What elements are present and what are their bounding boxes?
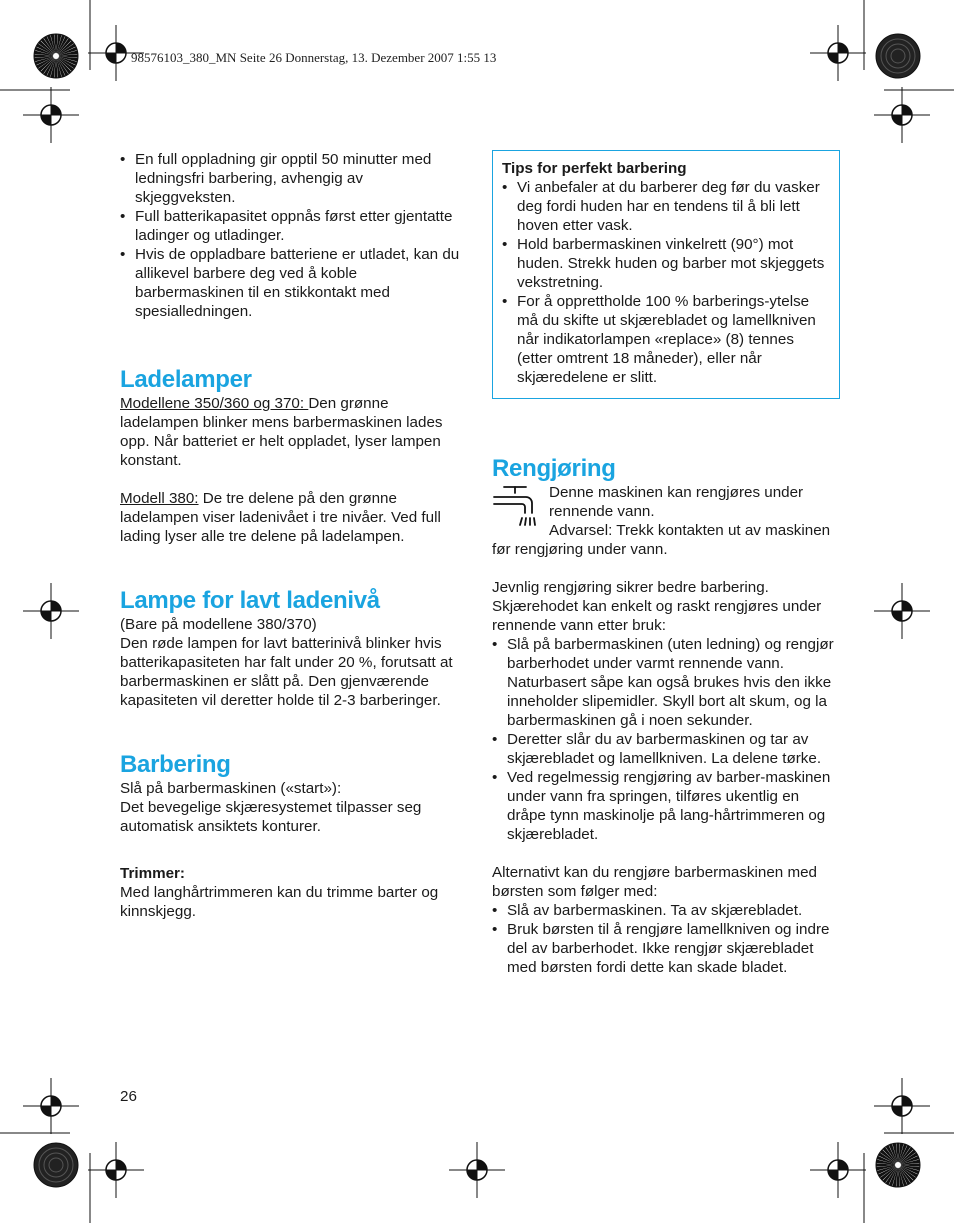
heading-ladelamper: Ladelamper bbox=[120, 366, 252, 393]
model-label: Modellene 350/360 og 370: bbox=[120, 395, 309, 412]
rengjoring-paragraph-2: Alternativt kan du rengjøre barbermaskinen med børsten som følger med: bbox=[492, 864, 818, 900]
list-item: • Vi anbefaler at du barberer deg før du vasker deg fordi huden har en tendens til å bli lett hoven etter vask. bbox=[502, 178, 829, 235]
list-item: • Ved regelmessig rengjøring av barber-maskinen under vann fra springen, tilføres ukentlig en dråpe tynn maskinolje på lang-hårtrimmeren og skjærebladet. bbox=[492, 768, 840, 844]
paragraph-text: Den grønne ladelampen blinker mens barbermaskinen lades opp. Når batteriet er helt oppladet, lyser lampen konstant. bbox=[120, 395, 443, 469]
rengjoring-warning: Advarsel: Trekk kontakten ut av maskinen før rengjøring under vann. bbox=[492, 522, 831, 558]
heading-barbering: Barbering bbox=[120, 751, 231, 778]
ladelamper-paragraph-1 bbox=[120, 394, 465, 470]
lampe-note: (Bare på modellene 380/370) bbox=[120, 616, 317, 633]
print-header: 98576103_380_MN Seite 26 Donnerstag, 13. Dezember 2007 1:55 13 bbox=[131, 50, 497, 65]
rengjoring-list-1 bbox=[492, 635, 840, 844]
rengjoring-paragraph-1: Jevnlig rengjøring sikrer bedre barbering. Skjærehodet kan enkelt og raskt rengjøres under rennende vann etter bruk: bbox=[492, 579, 822, 634]
heading-rengjoring: Rengjøring bbox=[492, 455, 616, 482]
list-item: • Full batterikapasitet oppnås først etter gjentatte ladinger og utladinger. bbox=[120, 207, 465, 245]
tips-list bbox=[502, 178, 829, 387]
barbering-line-2: Det bevegelige skjæresystemet tilpasser seg automatisk ansiktets konturer. bbox=[120, 799, 422, 835]
heading-lampe-lavt-ladeniva: Lampe for lavt ladenivå bbox=[120, 587, 380, 614]
list-item: • En full oppladning gir opptil 50 minutter med ledningsfri barbering, avhengig av skjeggveksten. bbox=[120, 150, 465, 207]
page-number: 26 bbox=[120, 1088, 137, 1105]
list-item: • Hold barbermaskinen vinkelrett (90°) mot huden. Strekk huden og barber mot skjeggets vekstretning. bbox=[502, 235, 829, 292]
intro-bullet-list bbox=[120, 150, 465, 321]
list-item: • Slå på barbermaskinen (uten ledning) og rengjør barberhodet under varmt rennende vann. Naturbasert såpe kan også brukes hvis den ikke inneholder slipemidler. Skyll bort alt skum, og la barbermaskinen gå i noen sekunder. bbox=[492, 635, 840, 730]
list-item: • Bruk børsten til å rengjøre lamellkniven og indre del av barberhodet. Ikke rengjør skjærebladet med børsten fordi dette kan skade bladet. bbox=[492, 920, 840, 977]
list-item: • Deretter slår du av barbermaskinen og tar av skjærebladet og lamellkniven. La delene tørke. bbox=[492, 730, 840, 768]
list-item: • Slå av barbermaskinen. Ta av skjærebladet. bbox=[492, 901, 840, 920]
rengjoring-intro-block bbox=[492, 483, 840, 521]
list-item: • Hvis de oppladbare batteriene er utladet, kan du allikevel barbere deg ved å koble barbermaskinen til en stikkontakt med spesialledningen. bbox=[120, 245, 465, 321]
model-label: Modell 380: bbox=[120, 490, 199, 507]
tips-title: Tips for perfekt barbering bbox=[502, 160, 687, 177]
list-item: • For å opprettholde 100 % barberings-ytelse må du skifte ut skjærebladet og lamellkniven når indikatorlampen «replace» (8) tennes (etter omtrent 18 måneder), eller når skjæredelene er slitt. bbox=[502, 292, 829, 387]
right-column bbox=[492, 150, 840, 977]
barbering-line-1: Slå på barbermaskinen («start»): bbox=[120, 780, 342, 797]
left-column bbox=[120, 150, 465, 921]
trimmer-text: Med langhårtrimmeren kan du trimme barter og kinnskjegg. bbox=[120, 884, 439, 920]
paragraph-text: De tre delene på den grønne ladelampen viser ladenivået i tre nivåer. Ved full lading lyser alle tre delene på ladelampen. bbox=[120, 490, 441, 545]
tips-box bbox=[492, 150, 840, 399]
faucet-icon bbox=[492, 483, 540, 531]
rengjoring-intro-1: Denne maskinen kan rengjøres under rennende vann. bbox=[549, 484, 804, 520]
ladelamper-paragraph-2 bbox=[120, 489, 465, 546]
trimmer-label: Trimmer: bbox=[120, 865, 185, 882]
lampe-paragraph: Den røde lampen for lavt batterinivå blinker hvis batterikapasiteten har falt under 20 %, forutsatt at barbermaskinen er slått på. Den gjenværende kapasiteten vil deretter holde til 2-3 barberinger. bbox=[120, 635, 453, 709]
rengjoring-list-2 bbox=[492, 901, 840, 977]
